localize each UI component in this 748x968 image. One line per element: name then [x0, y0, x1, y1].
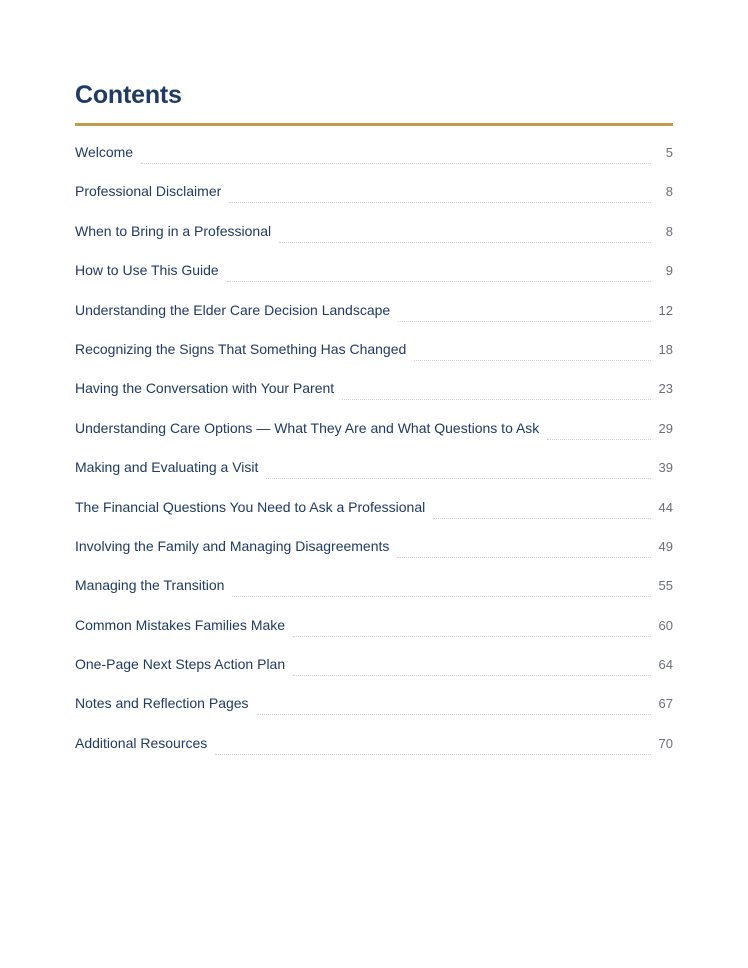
- dot-leader: [342, 399, 650, 400]
- toc-entry-title: One-Page Next Steps Action Plan: [75, 656, 286, 673]
- title-divider: [75, 123, 673, 126]
- toc-entry-title: Understanding the Elder Care Decision Landscape: [75, 301, 391, 318]
- toc-entry-page: 39: [658, 460, 673, 476]
- toc-entry[interactable]: [75, 490, 673, 529]
- toc-entry[interactable]: [75, 135, 673, 174]
- toc-entry[interactable]: [75, 647, 673, 686]
- toc-entry-title: The Financial Questions You Need to Ask a Professional: [75, 498, 426, 515]
- toc-entry-page: 70: [658, 735, 673, 751]
- toc-entry[interactable]: [75, 608, 673, 647]
- toc-entry[interactable]: [75, 450, 673, 489]
- toc-entry-title: Making and Evaluating a Visit: [75, 459, 259, 476]
- dot-leader: [293, 675, 650, 676]
- toc-entry[interactable]: [75, 686, 673, 725]
- toc-entry-title: Professional Disclaimer: [75, 183, 222, 200]
- dot-leader: [266, 478, 650, 479]
- toc-entry[interactable]: [75, 529, 673, 568]
- toc-entry-page: 55: [658, 578, 673, 594]
- page-title: Contents: [75, 81, 182, 109]
- toc-entry-title: Involving the Family and Managing Disagreements: [75, 537, 390, 554]
- dot-leader: [293, 636, 650, 637]
- toc-entry-page: 23: [658, 381, 673, 397]
- toc-entry-page: 29: [658, 420, 673, 436]
- dot-leader: [257, 714, 651, 715]
- toc-entry-page: 64: [658, 657, 673, 673]
- toc-entry-title: Understanding Care Options — What They Are and What Questions to Ask: [75, 419, 540, 436]
- dot-leader: [141, 163, 651, 164]
- dot-leader: [232, 596, 650, 597]
- toc-entry-title: Common Mistakes Families Make: [75, 616, 286, 633]
- toc-entry-page: 8: [665, 184, 673, 200]
- toc-entry-title: Recognizing the Signs That Something Has Changed: [75, 340, 407, 357]
- toc-entry-page: 44: [658, 499, 673, 515]
- dot-leader: [414, 360, 650, 361]
- toc-entry-page: 60: [658, 617, 673, 633]
- toc-entry[interactable]: [75, 253, 673, 292]
- toc-entry-page: 12: [658, 302, 673, 318]
- toc-entry[interactable]: [75, 332, 673, 371]
- toc-entry-page: 49: [658, 538, 673, 554]
- toc-entry[interactable]: [75, 568, 673, 607]
- toc-entry[interactable]: [75, 293, 673, 332]
- toc-entry-title: When to Bring in a Professional: [75, 222, 272, 239]
- toc-entry[interactable]: [75, 726, 673, 765]
- dot-leader: [398, 321, 650, 322]
- toc-entry-title: Managing the Transition: [75, 577, 225, 594]
- dot-leader: [547, 439, 650, 440]
- toc-entry[interactable]: [75, 371, 673, 410]
- toc-entry[interactable]: [75, 214, 673, 253]
- table-of-contents: [75, 135, 673, 765]
- dot-leader: [215, 754, 650, 755]
- toc-entry-page: 9: [665, 263, 673, 279]
- toc-entry-title: How to Use This Guide: [75, 262, 219, 279]
- toc-entry-title: Having the Conversation with Your Parent: [75, 380, 335, 397]
- dot-leader: [397, 557, 650, 558]
- toc-entry-page: 5: [665, 145, 673, 160]
- toc-entry-page: 67: [658, 696, 673, 712]
- toc-entry-title: Additional Resources: [75, 734, 208, 751]
- toc-entry-title: Welcome: [75, 144, 134, 160]
- dot-leader: [279, 242, 651, 243]
- dot-leader: [433, 518, 650, 519]
- toc-entry-title: Notes and Reflection Pages: [75, 695, 249, 712]
- toc-entry[interactable]: [75, 174, 673, 213]
- toc-entry-page: 18: [658, 341, 673, 357]
- dot-leader: [229, 202, 651, 203]
- toc-entry-page: 8: [665, 223, 673, 239]
- toc-entry[interactable]: [75, 411, 673, 450]
- dot-leader: [227, 281, 651, 282]
